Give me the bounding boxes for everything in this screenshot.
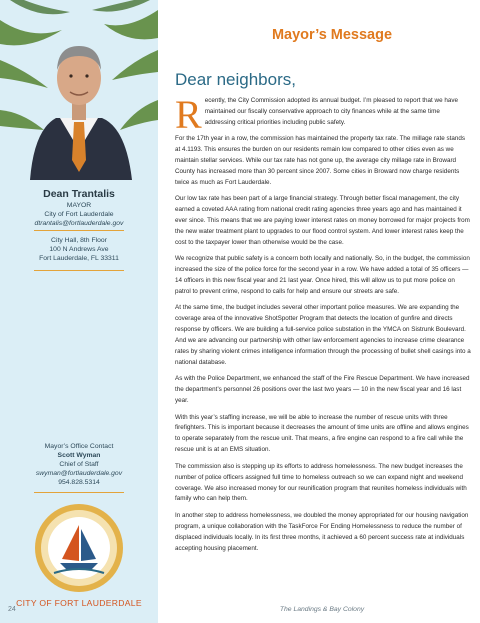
article-paragraph: For the 17th year in a row, the commission has maintained the property tax rate. The millage rate stands at 4.1193. This ensures the burden on our residents remain low compared to other cities even as we maintain stellar services. While our tax rate has not gone up, the average city millage rate in Broward County has increased more than 30 percent since 2007. Some cities in Broward now charge residents twice as much as Fort Lauderdale. bbox=[175, 135, 466, 186]
mayor-title: MAYOR bbox=[66, 202, 92, 209]
article-body bbox=[175, 92, 471, 560]
page-number: 24 bbox=[8, 606, 16, 613]
city-label: CITY OF FORT LAUDERDALE bbox=[16, 598, 142, 608]
address-line: Fort Lauderdale, FL 33311 bbox=[39, 255, 119, 262]
contact-title: Chief of Staff bbox=[59, 461, 99, 468]
first-paragraph-text: ecently, the City Commission adopted its annual budget. I’m pleased to report that we have maintained our fiscally conservative approach to city finances while at the same time addressing critical priorities including public safety. bbox=[204, 97, 458, 126]
mayor-email[interactable]: dtrantalis@fortlauderdale.gov bbox=[34, 220, 124, 227]
mayor-photo bbox=[0, 0, 158, 180]
mayor-name: Dean Trantalis bbox=[43, 188, 115, 200]
article-paragraph: With this year’s staffing increase, we will be able to increase the number of rescue units with three firefighters. This is important because it decreases the amount of time units are offline and allows engines to operate separately from the rescue unit. That means, a fire engine can respond to a fire call while the rescue unit is at an EMS situation. bbox=[175, 413, 469, 454]
divider bbox=[34, 492, 124, 493]
article-paragraph: At the same time, the budget includes several other important police measures. We are expanding the coverage area of the innovative ShotSpotter Program that detects the location of gunfire and directs response by officers. We are building a full-service police substation in the YMCA on Sistrunk Boulevard. And we are advancing our partnership with other law enforcement agencies to increase crime clearance rates by sharing violent crimes intelligence information through the processing of bullet shell casings into a national database. bbox=[175, 304, 471, 366]
article-paragraph: Our low tax rate has been part of a large financial strategy. Through better fiscal management, the city earned a coveted AAA rating from national credit rating agencies three years ago and has maintained it ever since. This means that we are paying lower interest rates on money borrowed for major projects from the new water treatment plant to upgrades to our flood control system. And lower interest rates keep the cost to the taxpayer lower than otherwise would be the case. bbox=[175, 195, 470, 246]
contact-phone[interactable]: 954.828.5314 bbox=[58, 479, 100, 486]
contact-heading: Mayor’s Office Contact bbox=[44, 443, 114, 450]
address-line: City Hall, 8th Floor bbox=[51, 237, 107, 244]
city-seal-logo bbox=[34, 503, 124, 593]
page-title: Mayor’s Message bbox=[271, 27, 393, 43]
article-paragraph: In another step to address homelessness, we doubled the money appropriated for our housing navigation program, a unique collaboration with the TaskForce For Ending Homelessness to reduce the number of displaced individuals locally. In its first three months, it achieved a 60 percent success rate at individuals accepting housing placement. bbox=[175, 511, 469, 552]
contact-email[interactable]: swyman@fortlauderdale.gov bbox=[35, 470, 123, 477]
divider bbox=[34, 230, 124, 231]
address-line: 100 N Andrews Ave bbox=[49, 246, 109, 253]
footer-publication: The Landings & Bay Colony bbox=[279, 606, 365, 613]
drop-cap: R bbox=[175, 92, 202, 137]
contact-name: Scott Wyman bbox=[57, 452, 101, 459]
mayor-city: City of Fort Lauderdale bbox=[44, 211, 114, 218]
article-paragraph: As with the Police Department, we enhanced the staff of the Fire Rescue Department. We have increased the department’s personnel 26 positions over the last two years — 10 in the new fiscal year and 16 last year. bbox=[175, 375, 470, 405]
article-paragraph: The commission also is stepping up its efforts to address homelessness. The new budget increases the number of police officers assigned full time to homeless outreach so we can expand night and weekend coverage. We also increased money for our reunification program that reunites homeless individuals with family who can help them. bbox=[175, 462, 467, 503]
divider bbox=[34, 270, 124, 271]
article-paragraph: We recognize that public safety is a concern both locally and nationally. So, in the budget, the commission increased the size of the police force for the second year in a row. We have added a total of 35 officers — 14 officers in this new fiscal year and 21 last year. Once hired, this will allow us to put more police on patrol to prevent crime, respond to calls for help and ensure our streets are safe. bbox=[175, 255, 470, 295]
sidebar bbox=[0, 0, 158, 623]
office-contact bbox=[6, 442, 152, 487]
article-paragraph bbox=[175, 92, 471, 137]
city-hall-address bbox=[6, 236, 152, 263]
mayor-info bbox=[6, 188, 152, 228]
salutation: Dear neighbors, bbox=[175, 70, 296, 89]
